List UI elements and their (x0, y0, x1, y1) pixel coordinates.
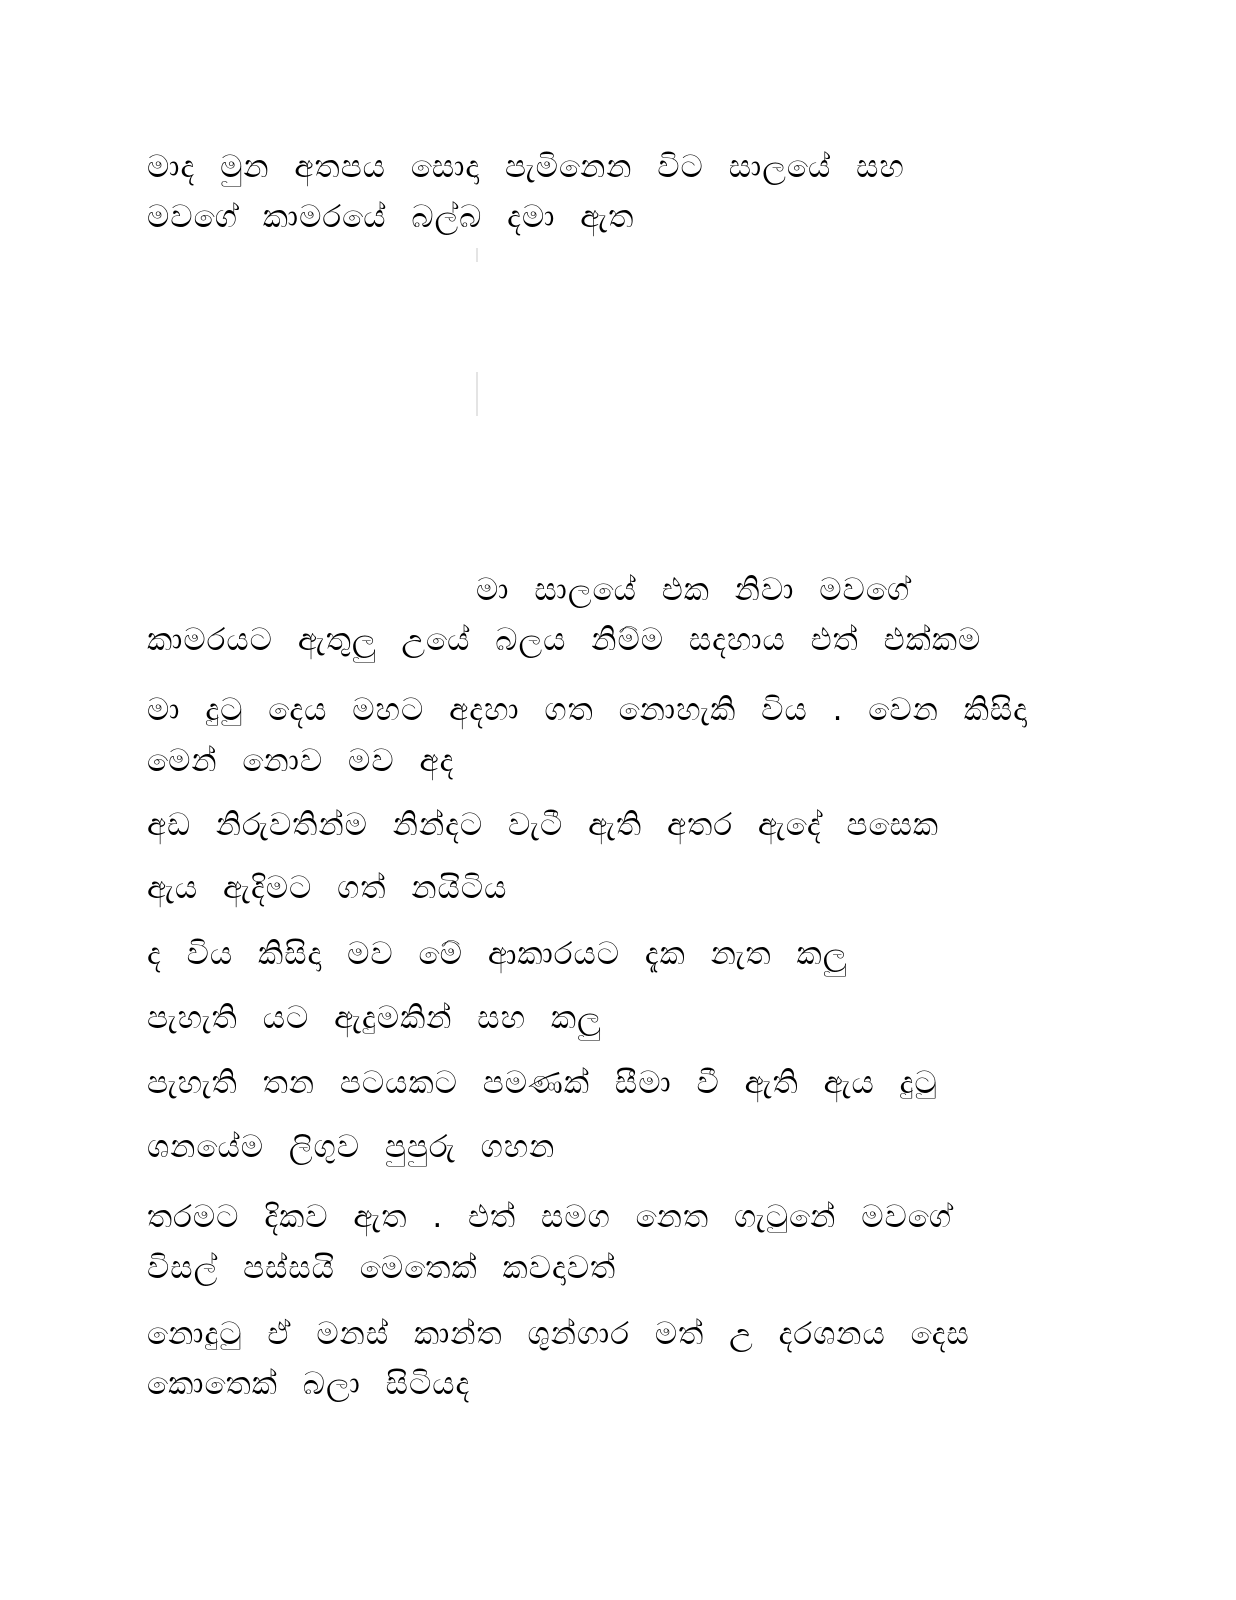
text-line: පැහැති යට ඇදුමකින් සහ කලු (147, 1000, 602, 1036)
scan-mark (476, 372, 478, 416)
text-line: පැහැති තන පටයකට පමණක් සීමා වී ඇති ඇය දුටු (147, 1065, 938, 1101)
text-line: ඇය ඇදිමට ගත් නයිටිය (147, 870, 508, 906)
text-line: මා සාලයේ එක නිවා මවගේ (476, 572, 911, 608)
text-line: මෙන් නොව මව අද (147, 743, 455, 779)
scan-mark (476, 248, 478, 262)
text-line: ශනයේම ලිගුව පුපුරු ගහන (147, 1129, 556, 1165)
text-line: මා දුටු දෙය මහට අදහා ගත නොහැකි විය . වෙන කිසිදා (147, 692, 1028, 728)
text-line: විසල් පස්සයි මෙතෙක් කවදාවත් (147, 1250, 617, 1286)
text-line: තරමට දිකව ඇත . එත් සමග නෙත ගැටුනේ මවගේ (147, 1199, 953, 1235)
text-line: නොදුටු ඒ මනස් කාන්ත ශුන්ගාර මත් උ දරශනය දෙස (147, 1316, 970, 1352)
text-line: මවගේ කාමරයේ බල්බ දමා ඇත (147, 199, 635, 235)
text-line: කොතෙක් බලා සිටියද (147, 1366, 471, 1402)
text-line: අඩ නිරුවතින්ම නින්දට වැටී ඇති අතර ඇදේ පසෙක (147, 807, 940, 843)
text-line: මාද මුන අතපය සොදා පැමිනෙන විට සාලයේ සහ (147, 149, 905, 185)
text-line: ද විය කිසිදා මව මේ ආකාරයට දැක නැත කලු (147, 936, 848, 972)
text-line: කාමරයට ඇතුලු උයේ බලය නිම්ම සදහාය එත් එක්කම (147, 622, 982, 658)
